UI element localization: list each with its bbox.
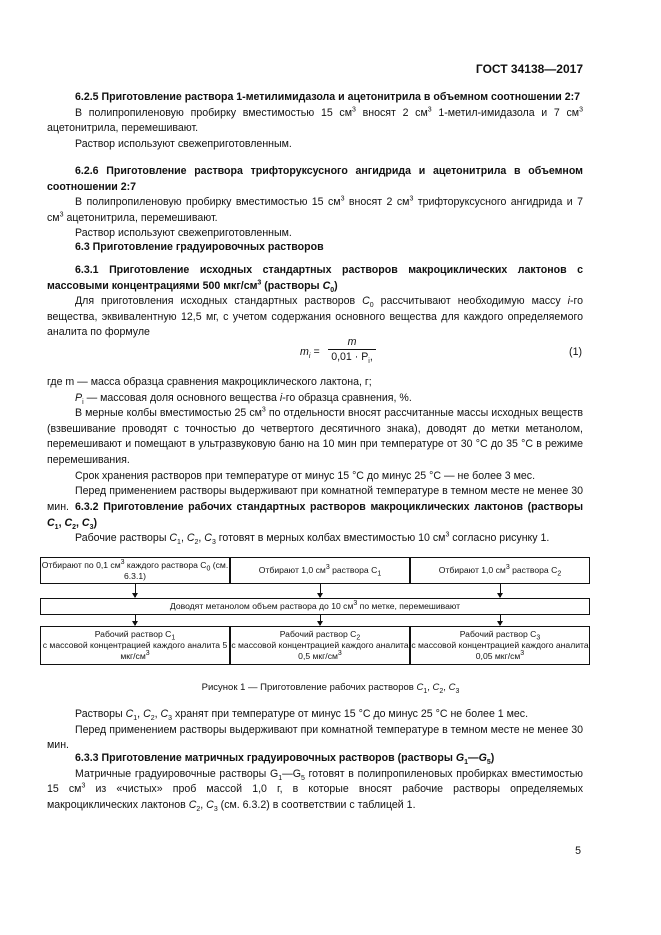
paragraph: Рабочие растворы $C_1$, $C_2$, $C_3$ готовят в мерных колбах вместимостью 10 $см^3$ согласно рисунку 1.: [75, 531, 550, 547]
result-solution-c2: Рабочий раствор $C_2$ с массовой концентрацией каждого аналита 0,5 мкг/$см^3$: [230, 626, 410, 665]
paragraph: В полипропиленовую пробирку вместимостью 15 $см^3$ вносят 2 $см^3$ трифторуксусного ангидрида и 7 $см^3$ ацетонитрила, перемешивают.: [47, 195, 583, 224]
section-6-3-3: [47, 751, 583, 813]
step-take-c2: Отбирают 1,0 $см^3$ раствора $C_2$: [410, 557, 590, 584]
page-number: 5: [575, 845, 581, 857]
paragraph: Раствор используют свежеприготовленным.: [75, 137, 292, 150]
arrow-down: [320, 584, 321, 597]
paragraph: Перед применением растворы выдерживают при комнатной температуре в темном месте не менее 30 мин.: [47, 485, 583, 513]
section-6-3-1-cont: [47, 375, 583, 515]
section-title: 6.3 Приготовление градуировочных растворов: [75, 241, 324, 253]
arrow-down: [500, 584, 501, 597]
step-take-c0: Отбирают по 0,1 $см^3$ каждого раствора $C_0$ (см. 6.3.1): [40, 557, 230, 584]
section-title: 6.3.1 Приготовление исходных стандартных растворов макроциклических лактонов с массовыми концентрациями 500 мкг/$см^3$ (растворы $C_0$): [47, 264, 583, 294]
section-6-2-5: [47, 90, 583, 152]
paragraph: Раствор используют свежеприготовленным.: [75, 227, 292, 240]
section-6-3-2: [47, 500, 583, 547]
arrow-down: [500, 615, 501, 625]
section-6-3: [47, 240, 583, 256]
paragraph: В полипропиленовую пробирку вместимостью 15 $см^3$ вносят 2 $см^3$ 1-метил-имидазола и 7 $см^3$ ацетонитрила, перемешивают.: [47, 106, 583, 135]
paragraph: Для приготовления исходных стандартных растворов $C_0$ рассчитывают необходимую массу i-го вещества, эквивалентную 12,5 мг, с учетом содержания основного вещества для каждого определяемого аналита по формуле: [47, 295, 583, 339]
section-title: 6.2.6 Приготовление раствора трифторуксусного ангидрида и ацетонитрила в объемном соотношении 2:7: [47, 165, 583, 193]
paragraph: Матричные градуировочные растворы $G_1—G_5$ готовят в полипропиленовых пробирках вместимостью 15 $см^3$ из «чистых» проб массой 1,0 г, в которые вносят рабочие растворы определяемых макроциклических лактонов $C_2$, $C_3$ (см. 6.3.2) в соответствии с таблицей 1.: [47, 767, 583, 813]
section-title: 6.2.5 Приготовление раствора 1-метилимидазола и ацетонитрила в объемном соотношении 2:7: [75, 91, 581, 103]
figure-1-flowchart: [40, 557, 620, 667]
arrow-down: [320, 615, 321, 625]
paragraph: $P_i$ — массовая доля основного вещества i-го образца сравнения, %.: [75, 391, 412, 406]
standard-number: ГОСТ 34138—2017: [475, 62, 583, 76]
paragraph: Срок хранения растворов при температуре от минус 15 °С до минус 25 °С — не более 3 мес.: [75, 469, 536, 482]
section-title: 6.3.3 Приготовление матричных градуировочных растворов (растворы $G_1—G_5$): [75, 752, 495, 767]
arrow-down: [135, 615, 136, 625]
result-solution-c1: Рабочий раствор $C_1$ с массовой концентрацией каждого аналита 5 мкг/$см^3$: [40, 626, 230, 665]
section-6-3-2-cont: [47, 707, 583, 754]
formula-number: (1): [569, 346, 582, 358]
paragraph: Растворы $C_1$, $C_2$, $C_3$ хранят при температуре от минус 15 °С до минус 25 °С не более 1 мес.: [75, 708, 529, 723]
step-dilute-methanol: Доводят метанолом объем раствора до 10 $см^3$ по метке, перемешивают: [40, 598, 590, 615]
formula-fraction: $\frac{m}{0,01 \cdot P_i,}$: [328, 336, 376, 363]
formula-lhs: $m_i$ =: [300, 346, 320, 361]
result-solution-c3: Рабочий раствор $C_3$ с массовой концентрацией каждого аналита 0,05 мкг/$см^3$: [410, 626, 590, 665]
step-take-c1: Отбирают 1,0 $см^3$ раствора $C_1$: [230, 557, 410, 584]
paragraph: В мерные колбы вместимостью 25 $см^3$ по отдельности вносят рассчитанные массы исходных веществ (взвешивание проводят с точностью до четвертого десятичного знака), доводят до метки метанолом, перемешивают и помещают в ультразвуковую баню на 10 мин при температуре от 30 °С до 35 °С в режиме перемешивания.: [47, 406, 583, 466]
arrow-down: [135, 584, 136, 597]
paragraph: Перед применением растворы выдерживают при комнатной температуре в темном месте не менее 30 мин.: [47, 723, 583, 752]
formula-1: [300, 336, 590, 370]
paragraph: где m — масса образца сравнения макроциклического лактона, г;: [47, 376, 372, 388]
section-title: 6.3.2 Приготовление рабочих стандартных растворов макроциклических лактонов (растворы $C_1$, $C_2$, $C_3$): [47, 501, 583, 531]
section-6-2-6: [47, 164, 583, 242]
figure-caption: Рисунок 1 — Приготовление рабочих растворов $C_1$, $C_2$, $C_3$: [201, 682, 460, 695]
section-6-3-1: [47, 263, 583, 341]
